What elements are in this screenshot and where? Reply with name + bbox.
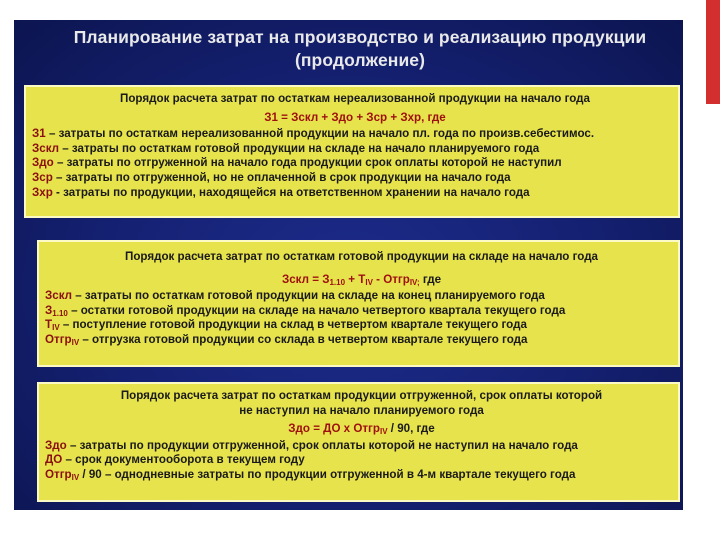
term: З1 [32, 127, 46, 141]
definition: – срок документооборота в текущем году [62, 453, 305, 467]
formula-part: Здо = ДО х Отгр [288, 422, 380, 436]
term: Зскл [32, 141, 60, 155]
term-subscript: IV [71, 472, 80, 482]
definition: – отгрузка готовой продукции со склада в четвертом квартале текущего года [79, 332, 528, 346]
term: Здо [45, 438, 67, 452]
formula-subscript: 1.10 [329, 277, 346, 287]
definition-line [32, 142, 678, 157]
definition: – затраты по продукции отгруженной, срок оплаты которой не наступил на начало года [66, 438, 578, 452]
box1-formula: З1 = Зскл + Здо + Зср + Зхр, где [264, 110, 446, 124]
formula-subscript: IV [379, 427, 388, 437]
box3-formula [45, 422, 678, 437]
formula-subscript: IV; [409, 277, 420, 287]
definition: – остатки готовой продукции на складе на начало четвертого квартала текущего года [67, 303, 566, 317]
definition: – затраты по остаткам нереализованной продукции на начало пл. года по произв.себестимос. [45, 127, 595, 141]
definition-line [32, 156, 678, 171]
box3-heading-line-2: не наступил на начало планируемого года [239, 403, 484, 417]
definition-line [32, 171, 678, 186]
box2-heading: Порядок расчета затрат по остаткам готовой продукции на складе на начало года [124, 250, 599, 263]
box2-formula [45, 273, 678, 288]
term: Отгр [45, 332, 72, 346]
definition: / 90 – однодневные затраты по продукции отгруженной в 4-м квартале текущего года [79, 467, 576, 481]
formula-where: где [419, 272, 442, 286]
box1-heading: Порядок расчета затрат по остаткам нереализованной продукции на начало года [120, 92, 590, 105]
definition-line [45, 304, 678, 319]
definition: – затраты по отгруженной на начало года продукции срок оплаты которой не наступил [53, 156, 562, 170]
definition-line [45, 289, 678, 304]
term: Зср [32, 170, 53, 184]
definition: – затраты по остаткам готовой продукции на складе на конец планируемого года [72, 289, 545, 303]
definition: – затраты по остаткам готовой продукции на складе на начало планируемого года [59, 141, 540, 155]
term: Отгр [45, 467, 72, 481]
definition: – поступление готовой продукции на склад в четвертом квартале текущего года [59, 318, 527, 332]
accent-bar [706, 0, 720, 104]
definition: - затраты по продукции, находящейся на ответственном хранении на начало года [52, 185, 530, 199]
definition-line [32, 186, 678, 201]
formula-part: + Т [345, 272, 366, 286]
definition-line [45, 333, 678, 348]
term-subscript: 1.10 [52, 308, 68, 318]
formula-part: - Отгр [372, 272, 410, 286]
term: Зхр [32, 185, 53, 199]
slide-title [40, 26, 680, 72]
unsold-products-box [24, 85, 680, 218]
definition-line [45, 468, 678, 483]
definition: – затраты по отгруженной, но не оплаченной в срок продукции на начало года [52, 170, 511, 184]
shipped-products-box [37, 382, 680, 502]
term: З [45, 303, 53, 317]
title-line-1: Планирование затрат на производство и реализацию продукции [73, 27, 647, 47]
definition-line [32, 127, 678, 142]
term: ДО [45, 453, 63, 467]
formula-part: / 90, где [387, 422, 435, 436]
term-subscript: IV [71, 337, 80, 347]
formula-part: Зскл = З [281, 272, 330, 286]
title-line-2: (продолжение) [294, 50, 426, 70]
term: Т [45, 318, 53, 332]
term: Зскл [45, 289, 73, 303]
term: Здо [32, 156, 54, 170]
definition-line [45, 439, 678, 454]
definition-line [45, 453, 678, 468]
definition-line [45, 318, 678, 333]
formula-subscript: IV [365, 277, 373, 287]
warehouse-stock-box [37, 240, 680, 367]
term-subscript: IV [52, 323, 60, 333]
box3-heading-line-1: Порядок расчета затрат по остаткам продукции отгруженной, срок оплаты которой [120, 389, 603, 402]
